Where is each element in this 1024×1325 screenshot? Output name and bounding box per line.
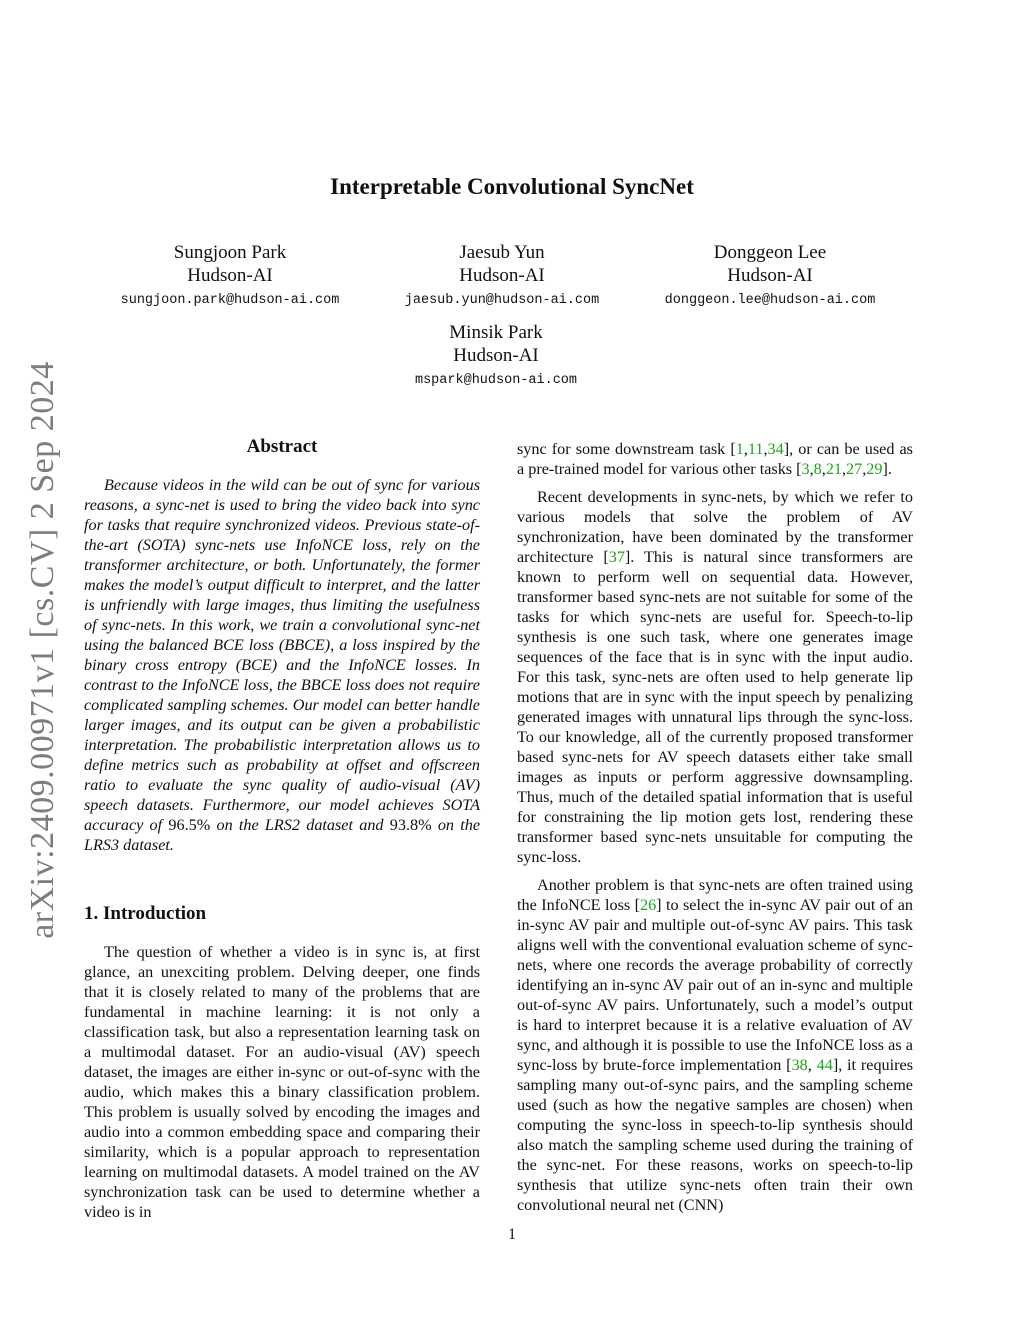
author-block <box>80 241 380 312</box>
citation-link[interactable]: 38 <box>791 1056 808 1074</box>
intro-paragraph: The question of whether a video is in sync is, at first glance, an unexciting problem. Delving deeper, one finds that it is closely related to many of the problems that are fundamental in machine learning: it is not only a classification task, but also a representation learning task on a multimodal dataset. For an audio-visual (AV) speech dataset, the images are either in-sync or out-of-sync with the audio, which makes this a binary classification problem. This problem is usually solved by encoding the images and audio into a common embedding space and comparing their similarity, which is a popular approach to representation learning on multimodal datasets. A model trained on the AV synchronization task can be used to determine whether a video is in <box>84 943 480 1221</box>
citation-link[interactable]: 44 <box>816 1056 833 1074</box>
citation-link[interactable]: 21 <box>825 460 842 478</box>
body-paragraph: Recent developments in sync-nets, by which we refer to various models that solve the problem of AV synchronization, have been dominated by the transformer architecture [37]. This is natural since transformers are known to perform well on sequential data. However, transformer based sync-nets are not suitable for some of the tasks for which sync-nets are useful for. Speech-to-lip synthesis is one such task, where one generates image sequences of the face that is in sync with the input audio. For this task, sync-nets are often used to help generate lip motions that are in sync with the input speech by penalizing generated images with unnatural lips through the sync-loss. To our knowledge, all of the currently proposed transformer based sync-nets for AV speech datasets either take small images as inputs or perform aggressive downsampling. Thus, much of the detailed spatial information that is useful for constraining the lip motion gets lost, rendering these transformer based sync-nets unsuitable for computing the sync-loss. <box>517 488 913 866</box>
author-email: donggeon.lee@hudson-ai.com <box>664 293 876 308</box>
left-column <box>84 437 480 1222</box>
citation-link[interactable]: 1 <box>735 440 744 458</box>
arxiv-id: arXiv:2409.00971v1 [cs.CV] 2 Sep 2024 <box>24 361 61 939</box>
citation-link[interactable]: 27 <box>846 460 863 478</box>
author-block <box>346 321 646 392</box>
author-block <box>620 241 920 312</box>
section-heading: 1. Introduction <box>84 903 207 924</box>
abstract-heading: Abstract <box>246 436 318 457</box>
accuracy-lrs2: 96.5% <box>168 816 211 834</box>
citation-link[interactable]: 11 <box>747 440 764 458</box>
author-block <box>352 241 652 312</box>
author-affiliation: Hudson-AI <box>459 265 545 286</box>
page-number: 1 <box>508 1226 516 1243</box>
author-affiliation: Hudson-AI <box>187 265 273 286</box>
author-email: sungjoon.park@hudson-ai.com <box>120 293 340 308</box>
citation-link[interactable]: 3 <box>801 460 810 478</box>
author-name: Donggeon Lee <box>713 242 827 263</box>
author-name: Jaesub Yun <box>459 242 545 263</box>
author-affiliation: Hudson-AI <box>727 265 813 286</box>
body-paragraph: Another problem is that sync-nets are often trained using the InfoNCE loss [26] to select the in-sync AV pair out of an in-sync AV pair and multiple out-of-sync AV pairs. This task aligns well with the conventional evaluation scheme of sync-nets, where one records the average probability of correctly identifying an in-sync AV pair out of an in-sync and multiple out-of-sync AV pairs. Unfortunately, such a model’s output is hard to interpret because it is a relative evaluation of AV sync, and although it is possible to use the InfoNCE loss as a sync-loss by brute-force implementation [38, 44], it requires sampling many out-of-sync pairs, and the sampling scheme used (such as how the negative samples are chosen) when computing the sync-loss in speech-to-lip synthesis should also match the sampling scheme used during the training of the sync-net. For these reasons, works on speech-to-lip synthesis that utilize sync-nets often train their own convolutional neural net (CNN) <box>517 876 914 1214</box>
arxiv-sidebar-stamp <box>12 360 74 940</box>
citation-link[interactable]: 34 <box>767 440 784 458</box>
author-name: Minsik Park <box>449 322 543 343</box>
paper-title: Interpretable Convolutional SyncNet <box>330 174 694 199</box>
author-email: jaesub.yun@hudson-ai.com <box>404 293 600 308</box>
citation-link[interactable]: 8 <box>813 460 822 478</box>
author-email: mspark@hudson-ai.com <box>414 373 578 388</box>
citation-link[interactable]: 29 <box>866 460 883 478</box>
citation-link[interactable]: 26 <box>639 896 657 914</box>
accuracy-lrs3: 93.8% <box>389 816 432 834</box>
citation-link[interactable]: 37 <box>608 548 625 566</box>
body-paragraph: sync for some downstream task [1,11,34], or can be used as a pre-trained model for various other tasks [3,8,21,27,29]. <box>517 440 913 478</box>
abstract-text: Because videos in the wild can be out of sync for various reasons, a sync-net is used to bring the video back into sync for tasks that require synchronized videos. Previous state-of-the-art (SOTA) sync-nets use InfoNCE loss, rely on the transformer architecture, or both. Unfortunately, the former makes the model’s output difficult to interpret, and the latter is unfriendly with large images, thus limiting the usefulness of sync-nets. In this work, we train a convolutional sync-net using the balanced BCE loss (BBCE), a loss inspired by the binary cross entropy (BCE) and the InfoNCE losses. In contrast to the InfoNCE loss, the BBCE loss does not require complicated sampling schemes. Our model can better handle larger images, and its output can be given a probabilistic interpretation. The probabilistic interpretation allows us to define metrics such as probability at offset and offscreen ratio to evaluate the sync quality of audio-visual (AV) speech datasets. Furthermore, our model achieves SOTA accuracy of 96.5% on the LRS2 dataset and 93.8% on the LRS3 dataset. <box>84 476 481 854</box>
author-name: Sungjoon Park <box>173 242 287 263</box>
right-column <box>517 439 913 1215</box>
author-affiliation: Hudson-AI <box>453 345 539 366</box>
